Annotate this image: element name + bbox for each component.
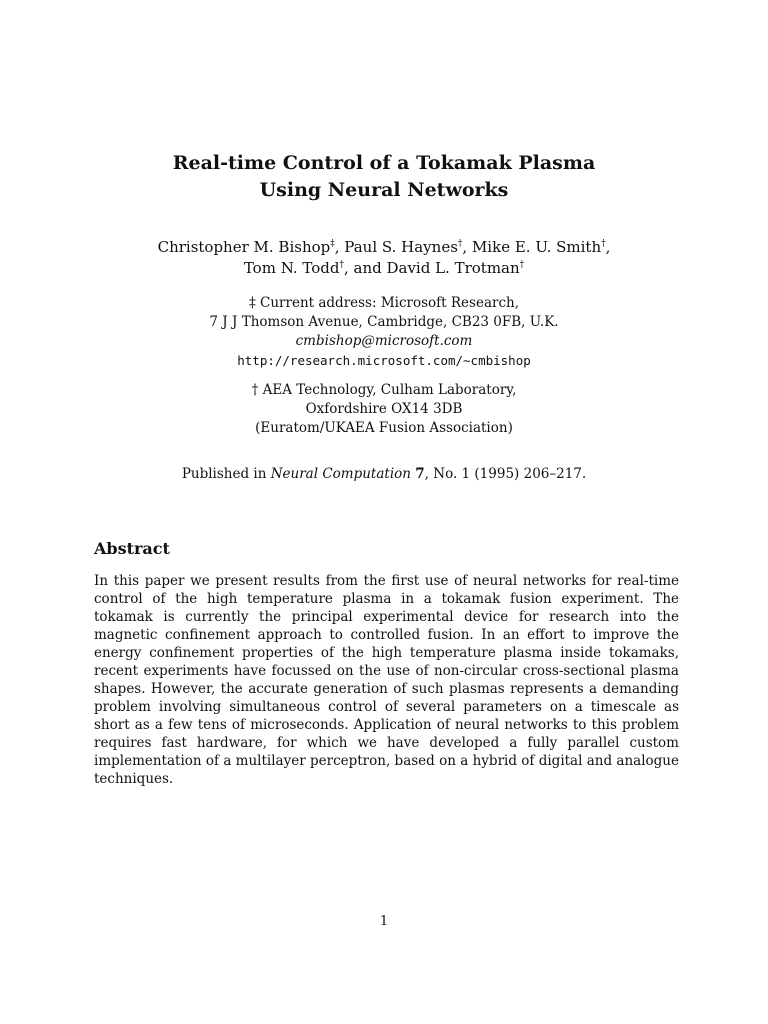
affiliation-block-2	[0, 381, 768, 438]
page-number: 1	[379, 914, 389, 929]
affiliation-mark: ‡	[330, 239, 335, 249]
affiliation-mark: †	[457, 239, 463, 249]
affiliation-line: (Euratom/UKAEA Fusion Association)	[255, 420, 513, 436]
affiliation-mark: †	[519, 260, 525, 270]
abstract-heading: Abstract	[94, 539, 170, 558]
affiliation-mark: †	[339, 260, 344, 270]
author-name: Christopher M. Bishop	[157, 238, 331, 256]
affiliation-line: 7 J J Thomson Avenue, Cambridge, CB23 0FB, U.K.	[209, 314, 559, 330]
author-name: Mike E. U. Smith	[471, 238, 602, 256]
affiliation-block-1	[0, 294, 768, 370]
author-name: David L. Trotman	[386, 259, 520, 277]
abstract-text: In this paper we present results from the first use of neural networks for real-time control of the high temperature plasma in a tokamak fusion experiment. The tokamak is currently the principal experimental device for research into the magnetic confinement approach to controlled fusion. In an effort to improve the energy confinement properties of the high temperature plasma inside tokamaks, recent experiments have focussed on the use of non-circular cross-sectional plasma shapes. However, the accurate generation of such plasmas represents a demanding problem involving simultaneous control of several parameters on a timescale as short as a few tens of microseconds. Application of neural networks to this problem requires fast hardware, for which we have developed a fully parallel custom implementation of a multilayer perceptron, based on a hybrid of digital and analogue techniques.	[94, 573, 679, 787]
journal-volume: 7	[415, 466, 425, 482]
affiliation-mark: †	[601, 239, 606, 249]
title-line-2: Using Neural Networks	[259, 179, 509, 201]
author-name: Tom N. Todd	[243, 259, 340, 277]
author-line-2	[0, 258, 768, 279]
author-email-link[interactable]: cmbishop@microsoft.com	[295, 333, 473, 349]
publication-prefix: Published in	[181, 466, 271, 482]
journal-name: Neural Computation	[270, 466, 411, 482]
author-list	[0, 237, 768, 279]
paper-title	[0, 150, 768, 204]
author-homepage-link[interactable]: http://research.microsoft.com/∼cmbishop	[237, 353, 531, 368]
author-conjunction: , and	[343, 259, 387, 277]
author-name: Paul S. Haynes	[344, 238, 458, 256]
publication-note	[0, 465, 768, 484]
author-line-1: Christopher M. Bishop‡, Paul S. Haynes†, Mike E. U. Smith†,	[157, 238, 611, 256]
affiliation-line: ‡ Current address: Microsoft Research,	[248, 295, 519, 311]
publication-details: , No. 1 (1995) 206–217.	[424, 466, 587, 482]
title-line-1: Real-time Control of a Tokamak Plasma	[172, 152, 596, 174]
affiliation-line: Oxfordshire OX14 3DB	[305, 401, 463, 417]
affiliation-line: † AEA Technology, Culham Laboratory,	[251, 382, 517, 398]
